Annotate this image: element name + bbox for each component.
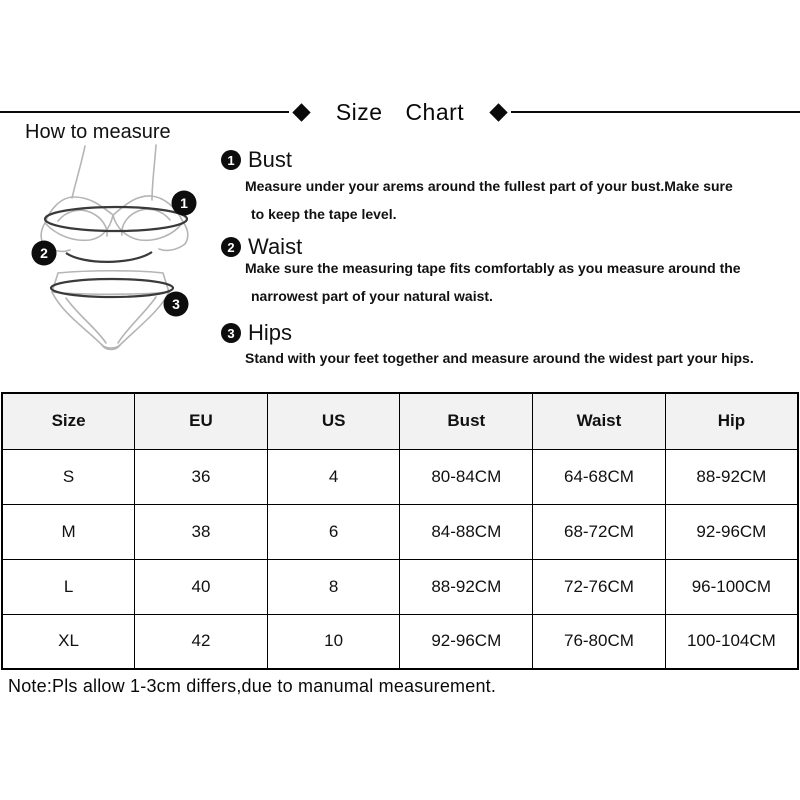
size-table: [1, 392, 799, 670]
step-bust-heading: [221, 147, 292, 173]
bikini-garment-lines: [41, 145, 188, 350]
waist-tape-line: [66, 252, 152, 262]
table-row-xl: [2, 614, 798, 669]
cell-bust: 92-96CM: [400, 614, 533, 669]
title-rule-right: [511, 111, 800, 113]
cell-us: 10: [267, 614, 400, 669]
measurement-note: Note:Pls allow 1-3cm differs,due to manumal measurement.: [8, 676, 497, 696]
badge-1-number: 1: [180, 195, 188, 211]
step-1-marker-icon: 1: [221, 150, 241, 170]
col-header-bust: Bust: [400, 393, 533, 449]
diamond-icon: [489, 103, 507, 121]
step-hips-heading: [221, 320, 292, 346]
step-3-marker-icon: 3: [221, 323, 241, 343]
cell-size: M: [2, 504, 135, 559]
table-row-s: [2, 449, 798, 504]
cell-us: 6: [267, 504, 400, 559]
cell-size: S: [2, 449, 135, 504]
size-table-header-row: [2, 393, 798, 449]
step-2-marker-icon: 2: [221, 237, 241, 257]
cell-us: 8: [267, 559, 400, 614]
step-hips-description: [245, 344, 754, 372]
col-header-size: Size: [2, 393, 135, 449]
cell-size: XL: [2, 614, 135, 669]
how-to-measure-heading: How to measure: [25, 121, 171, 143]
cell-hip: 100-104CM: [665, 614, 798, 669]
col-header-waist: Waist: [533, 393, 666, 449]
cell-bust: 84-88CM: [400, 504, 533, 559]
cell-hip: 88-92CM: [665, 449, 798, 504]
cell-hip: 92-96CM: [665, 504, 798, 559]
cell-waist: 76-80CM: [533, 614, 666, 669]
table-row-m: [2, 504, 798, 559]
measuring-tape-lines: [45, 207, 187, 297]
page-title: Size Chart: [335, 98, 465, 125]
step-waist-desc-line1: Make sure the measuring tape fits comfortably as you measure around the: [245, 260, 741, 276]
cell-eu: 36: [135, 449, 268, 504]
step-bust-description: [245, 172, 733, 228]
step-waist-label: Waist: [248, 234, 303, 259]
cell-eu: 40: [135, 559, 268, 614]
col-header-eu: EU: [135, 393, 268, 449]
step-bust-label: Bust: [248, 147, 293, 172]
cell-us: 4: [267, 449, 400, 504]
title-rule-left: [0, 111, 289, 113]
cell-bust: 88-92CM: [400, 559, 533, 614]
col-header-us: US: [267, 393, 400, 449]
bikini-measure-illustration: [28, 143, 206, 363]
bust-tape-line: [45, 207, 187, 231]
cell-waist: 64-68CM: [533, 449, 666, 504]
table-row-l: [2, 559, 798, 614]
cell-waist: 72-76CM: [533, 559, 666, 614]
step-waist-description: [245, 254, 741, 310]
col-header-hip: Hip: [665, 393, 798, 449]
step-bust-desc-line2: to keep the tape level.: [251, 206, 397, 222]
cell-hip: 96-100CM: [665, 559, 798, 614]
cell-bust: 80-84CM: [400, 449, 533, 504]
cell-eu: 38: [135, 504, 268, 559]
step-hips-desc-line1: Stand with your feet together and measure around the widest part your hips.: [245, 350, 754, 366]
cell-size: L: [2, 559, 135, 614]
step-waist-desc-line2: narrowest part of your natural waist.: [251, 288, 493, 304]
badge-3-number: 3: [172, 296, 180, 312]
cell-eu: 42: [135, 614, 268, 669]
diamond-icon: [292, 103, 310, 121]
step-hips-label: Hips: [248, 320, 293, 345]
cell-waist: 68-72CM: [533, 504, 666, 559]
step-bust-desc-line1: Measure under your arems around the fullest part of your bust.Make sure: [245, 178, 733, 194]
badge-2-number: 2: [40, 245, 48, 261]
